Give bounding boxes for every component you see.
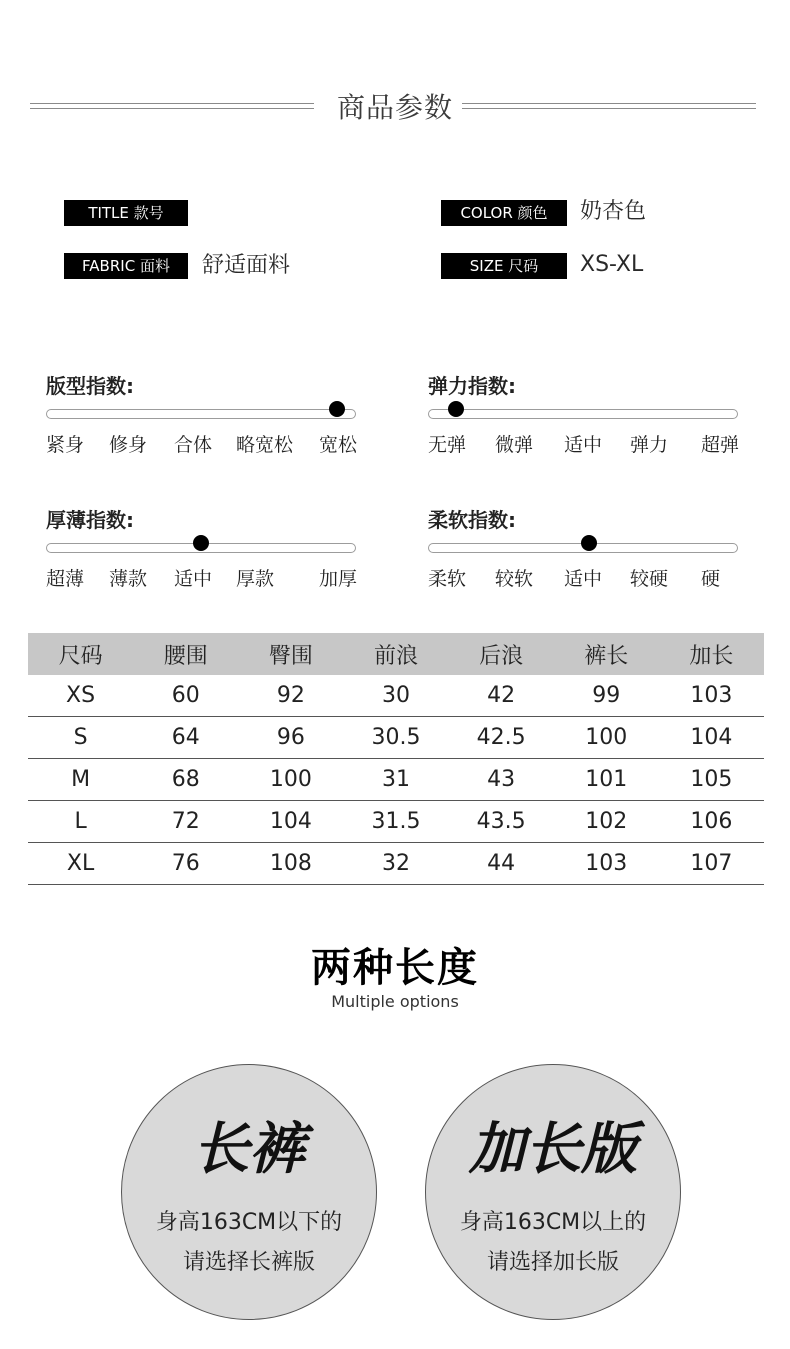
slider-option: 适中: [564, 568, 603, 590]
table-header-cell: 前浪: [373, 643, 418, 669]
table-cell: 30.5: [371, 725, 421, 750]
table-cell: L: [74, 809, 87, 834]
fabric-value: 舒适面料: [202, 253, 291, 278]
slider-option: 柔软: [428, 568, 467, 590]
table-cell: XL: [66, 851, 95, 876]
table-header-cell: 后浪: [479, 643, 524, 669]
size-value: XS-XL: [580, 252, 644, 277]
slider-title: 厚薄指数:: [46, 508, 134, 532]
table-cell: 103: [585, 851, 628, 876]
table-cell: 92: [276, 683, 305, 708]
slider-knob: [448, 401, 464, 417]
table-cell: 43: [487, 767, 516, 792]
table-row: [28, 801, 764, 843]
table-cell: 104: [269, 809, 312, 834]
slider-option: 较软: [495, 568, 534, 590]
table-cell: 100: [585, 725, 628, 750]
table-cell: 104: [690, 725, 733, 750]
slider-option: 加厚: [319, 568, 358, 590]
table-cell: 64: [171, 725, 200, 750]
slider-option: 略宽松: [236, 434, 294, 456]
size-tag: SIZE 尺码: [441, 253, 567, 279]
slider-option: 弹力: [630, 434, 669, 456]
table-cell: 60: [171, 683, 200, 708]
table-row: [28, 675, 764, 717]
slider-option: 超薄: [46, 568, 85, 590]
table-cell: 42: [487, 683, 516, 708]
table-cell: S: [73, 725, 88, 750]
slider-option: 适中: [564, 434, 603, 456]
table-cell: 101: [585, 767, 628, 792]
slider-option: 合体: [174, 434, 213, 456]
table-cell: 76: [171, 851, 200, 876]
slider-track: [428, 409, 738, 419]
slider-option: 较硬: [630, 568, 669, 590]
slider-option: 修身: [109, 434, 148, 456]
table-header-cell: 裤长: [584, 643, 629, 669]
table-cell: 99: [592, 683, 621, 708]
table-header-cell: 尺码: [58, 643, 103, 669]
table-cell: 68: [171, 767, 200, 792]
title-tag: TITLE 款号: [64, 200, 188, 226]
slider-option: 硬: [701, 568, 721, 590]
slider-option: 微弹: [495, 434, 534, 456]
length-option-regular-line1: 身高163CM以下的: [155, 1210, 343, 1235]
length-option-regular-line2: 请选择长裤版: [182, 1250, 315, 1275]
fabric-tag: FABRIC 面料: [64, 253, 188, 279]
slider-title: 柔软指数:: [428, 508, 516, 532]
lengths-subtitle: Multiple options: [331, 992, 459, 1011]
table-cell: 106: [690, 809, 733, 834]
slider-option: 适中: [174, 568, 213, 590]
slider-title: 弹力指数:: [428, 374, 516, 398]
slider-title: 版型指数:: [46, 374, 134, 398]
lengths-title: 两种长度: [311, 945, 479, 991]
table-row: [28, 843, 764, 885]
slider-option: 厚款: [236, 568, 275, 590]
slider-option: 无弹: [428, 434, 467, 456]
length-option-extended-line1: 身高163CM以上的: [459, 1210, 647, 1235]
table-cell: M: [71, 767, 91, 792]
length-option-extended-line2: 请选择加长版: [486, 1250, 619, 1275]
table-row: [28, 717, 764, 759]
length-option-regular: [121, 1064, 377, 1320]
slider-track: [46, 409, 356, 419]
slider-knob: [193, 535, 209, 551]
table-cell: 43.5: [476, 809, 526, 834]
table-cell: 72: [171, 809, 200, 834]
slider-option: 薄款: [109, 568, 148, 590]
table-cell: 44: [487, 851, 516, 876]
table-cell: 96: [276, 725, 305, 750]
table-cell: 31: [381, 767, 410, 792]
table-cell: 103: [690, 683, 733, 708]
slider-option: 超弹: [701, 434, 740, 456]
table-cell: 107: [690, 851, 733, 876]
section-title-product-params: 商品参数: [336, 91, 453, 124]
color-value: 奶杏色: [580, 199, 647, 224]
table-cell: 102: [585, 809, 628, 834]
size-table-header: [28, 633, 764, 675]
length-option-regular-title: 长裤: [193, 1117, 305, 1182]
table-cell: 30: [381, 683, 410, 708]
size-table: [28, 633, 764, 885]
slider-option: 紧身: [46, 434, 85, 456]
table-cell: 42.5: [476, 725, 526, 750]
table-cell: 108: [269, 851, 312, 876]
table-cell: 31.5: [371, 809, 421, 834]
table-row: [28, 759, 764, 801]
table-cell: XS: [66, 683, 96, 708]
size-table-body: [28, 675, 764, 885]
table-cell: 100: [269, 767, 312, 792]
table-cell: 32: [381, 851, 410, 876]
table-header-cell: 腰围: [163, 643, 208, 669]
table-header-cell: 加长: [689, 643, 734, 669]
slider-option: 宽松: [319, 434, 358, 456]
length-option-extended-title: 加长版: [469, 1117, 637, 1182]
color-tag: COLOR 颜色: [441, 200, 567, 226]
table-header-cell: 臀围: [268, 643, 313, 669]
table-cell: 105: [690, 767, 733, 792]
length-option-extended: [425, 1064, 681, 1320]
